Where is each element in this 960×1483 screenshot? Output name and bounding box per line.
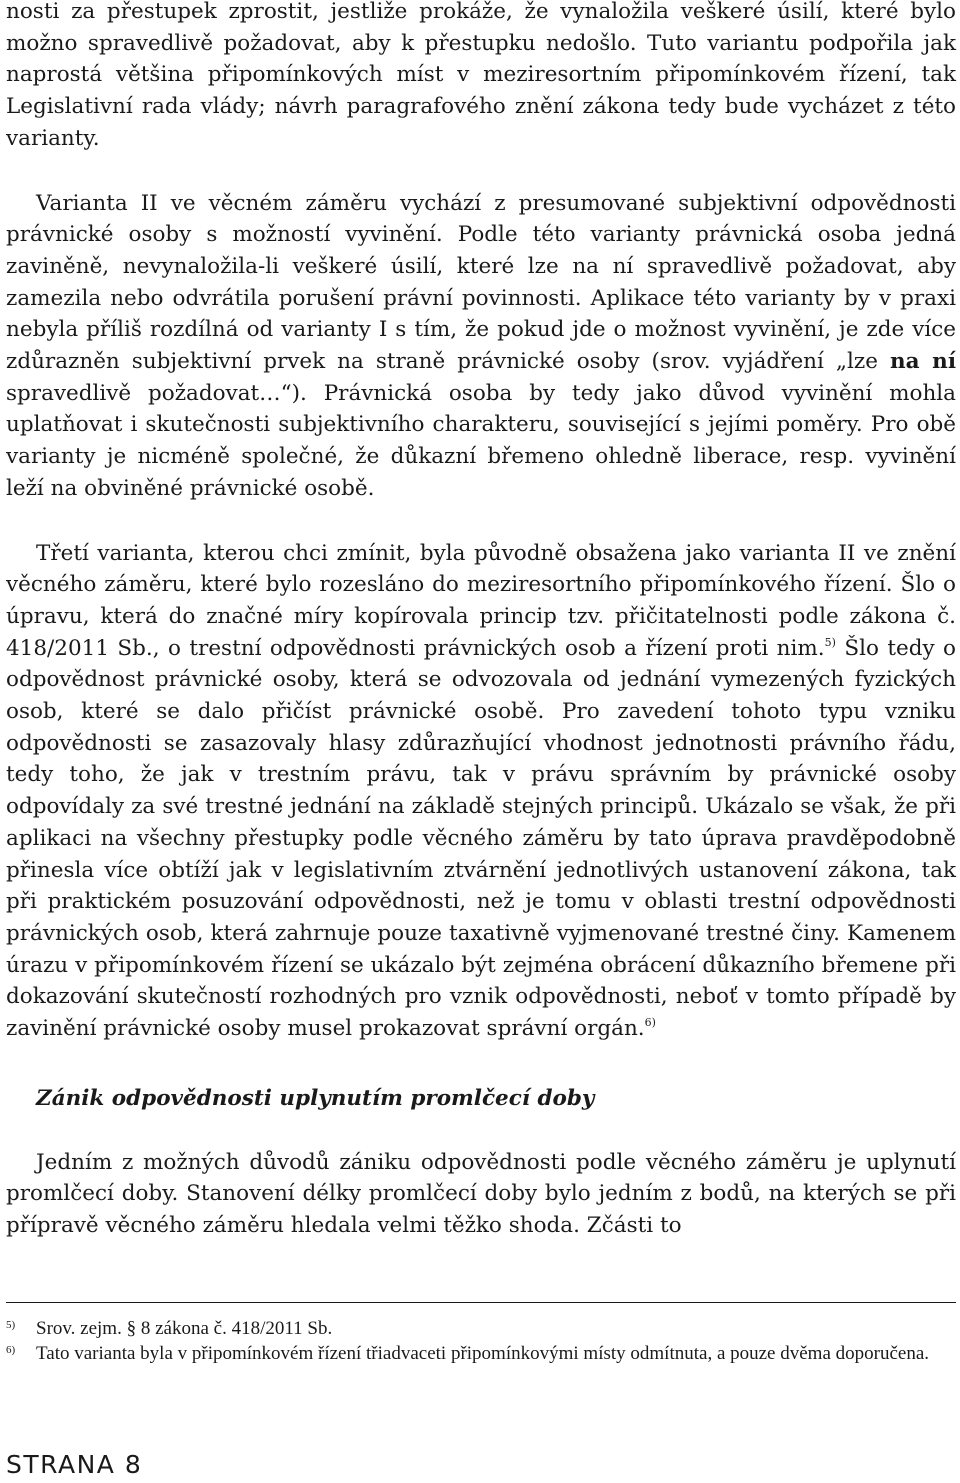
footnotes	[6, 1316, 956, 1366]
paragraph-third-variant	[6, 538, 956, 1045]
document-body	[6, 0, 956, 1242]
footnote-text: Srov. zejm. § 8 zákona č. 418/2011 Sb.	[36, 1318, 333, 1339]
footnote-mark: 6)	[6, 1344, 16, 1356]
paragraph-variant-two-text-b: spravedlivě požadovat…“). Právnická osoba by tedy jako důvod vyvinění mohla uplatňovat i skutečnosti subjektivního charakteru, související s jejími poměry. Pro obě varianty je nicméně společné, že důkazní břemeno ohledně liberace, resp. vyvinění leží na obviněné právnické osobě.	[6, 380, 956, 501]
paragraph-third-variant-text-b: Šlo tedy o odpovědnost právnické osoby, která se odvozovala od jednání vymezených fyzických osob, které se dalo přičíst právnické osobě. Pro zavedení tohoto typu vzniku odpovědnosti se zasazovaly hlasy zdůrazňující vhodnost jednotnosti právního řádu, tedy toho, že jak v trestním právu, tak v právu správním by právnické osoby odpovídaly za své trestné jednání na základě stejných principů. Ukázalo se však, že při aplikaci na všechny přestupky podle věcného záměru by tato úprava pravděpodobně přinesla více obtíží jak v legislativním ztvárnění jednotlivých ustanovení zákona, tak při praktickém posuzování odpovědnosti, než je tomu v oblasti trestní odpovědnosti právnických osob, která zahrnuje pouze taxativně vyjmenované trestné činy. Kamenem úrazu v připomínkovém řízení se ukázalo být zejména obrácení důkazního břemene při dokazování skutečností rozhodných pro vznik odpovědnosti, neboť v tomto případě by zavinění právnické osoby musel prokazovat správní orgán.	[6, 635, 956, 1042]
paragraph-variant-two-text-a: Varianta II ve věcném záměru vychází z presumované subjektivní odpovědnosti právnické osoby s možností vyvinění. Podle této varianty právnická osoba jedná zaviněně, nevynaložila-li veškeré úsilí, které lze na ní spravedlivě požadovat, aby zamezila nebo odvrátila porušení právní povinnosti. Aplikace této varianty by v praxi nebyla příliš rozdílná od varianty I s tím, že pokud jde o možnost vyvinění, je zde více zdůrazněn subjektivní prvek na straně právnické osoby (srov. vyjádření „lze	[6, 190, 956, 375]
page-number: STRANA 8	[6, 1450, 143, 1479]
footnote-item	[6, 1341, 956, 1366]
paragraph-variant-two	[6, 188, 956, 505]
footnote-item	[6, 1316, 956, 1341]
paragraph-limitation: Jedním z možných důvodů zániku odpovědnosti podle věcného záměru je uplynutí promlčecí doby. Stanovení délky promlčecí doby bylo jedním z bodů, na kterých se při přípravě věcného záměru hledala velmi těžko shoda. Zčásti to	[6, 1149, 956, 1238]
footnote-ref-5[interactable]: 5)	[824, 635, 836, 649]
paragraph-variant-two-bold: na ní	[889, 349, 956, 375]
paragraph-third-variant-text-a: Třetí varianta, kterou chci zmínit, byla původně obsažena jako varianta II ve znění věcného záměru, které bylo rozesláno do meziresortního připomínkového řízení. Šlo o úpravu, která do značné míry kopírovala princip tzv. přičitatelnosti podle zákona č. 418/2011 Sb., o trestní odpovědnosti právnických osob a řízení proti nim.	[6, 540, 956, 661]
footnote-mark: 5)	[6, 1319, 16, 1331]
section-heading: Zánik odpovědnosti uplynutím promlčecí doby	[36, 1085, 595, 1111]
footnote-text: Tato varianta byla v připomínkovém řízení třiadvaceti připomínkovými místy odmítnuta, a pouze dvěma doporučena.	[36, 1343, 930, 1364]
paragraph-continuation: nosti za přestupek zprostit, jestliže prokáže, že vynaložila veškeré úsilí, které bylo možno spravedlivě požadovat, aby k přestupku nedošlo. Tuto variantu podpořila jak naprostá většina připomínkových míst v meziresortním připomínkovém řízení, tak Legislativní rada vlády; návrh paragrafového znění zákona tedy bude vycházet z této varianty.	[6, 0, 956, 151]
footnote-divider	[6, 1302, 956, 1303]
footnote-ref-6[interactable]: 6)	[644, 1016, 656, 1030]
